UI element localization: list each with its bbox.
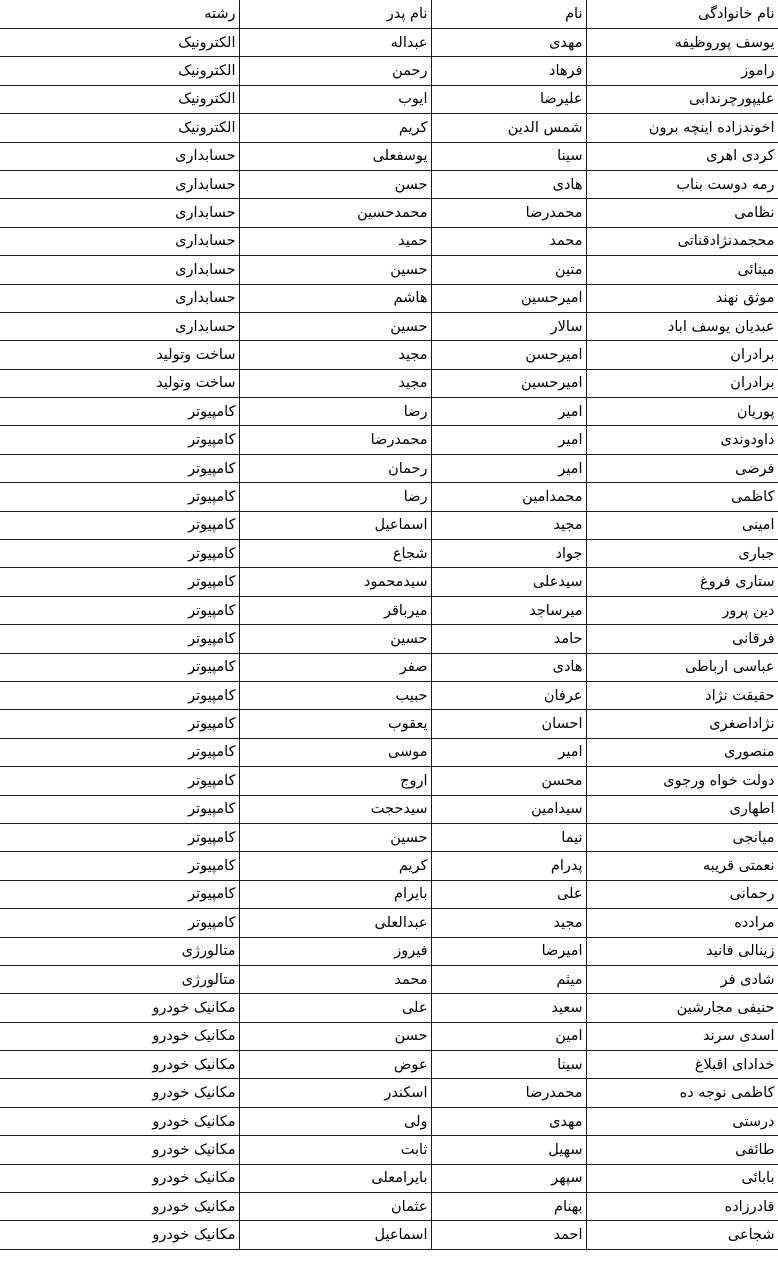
- last-name-cell: راموز: [586, 57, 778, 85]
- father-name-cell: عبداله: [239, 29, 431, 57]
- field-cell: حسابداری: [0, 142, 239, 170]
- table-row: [0, 965, 778, 993]
- last-name-cell: دین پرور: [586, 596, 778, 624]
- last-name-cell: منصوری: [586, 738, 778, 766]
- first-name-cell: فرهاد: [431, 57, 586, 85]
- first-name-cell: جواد: [431, 540, 586, 568]
- father-name-cell: یوسفعلی: [239, 142, 431, 170]
- table-row: [0, 341, 778, 369]
- first-name-cell: حامد: [431, 625, 586, 653]
- father-name-cell: حسن: [239, 1022, 431, 1050]
- field-cell: مکانیک خودرو: [0, 1164, 239, 1192]
- father-name-cell: اروج: [239, 767, 431, 795]
- table-row: [0, 454, 778, 482]
- table-body: [0, 29, 778, 1250]
- first-name-cell: میرساجد: [431, 596, 586, 624]
- table-row: [0, 29, 778, 57]
- last-name-cell: برادران: [586, 369, 778, 397]
- field-cell: کامپیوتر: [0, 483, 239, 511]
- field-cell: الکترونیک: [0, 29, 239, 57]
- table-row: [0, 1136, 778, 1164]
- father-name-cell: هاشم: [239, 284, 431, 312]
- first-name-cell: بهنام: [431, 1193, 586, 1221]
- father-name-cell: شجاع: [239, 540, 431, 568]
- first-name-cell: سینا: [431, 142, 586, 170]
- father-name-cell: محمد: [239, 965, 431, 993]
- last-name-cell: خدادای اقبلاغ: [586, 1051, 778, 1079]
- first-name-cell: سینا: [431, 1051, 586, 1079]
- field-cell: حسابداری: [0, 227, 239, 255]
- table-row: [0, 57, 778, 85]
- father-name-cell: رحمن: [239, 57, 431, 85]
- first-name-cell: علیرضا: [431, 85, 586, 113]
- last-name-cell: عبدیان یوسف اباد: [586, 312, 778, 340]
- table-row: [0, 937, 778, 965]
- first-name-cell: سپهر: [431, 1164, 586, 1192]
- field-cell: حسابداری: [0, 199, 239, 227]
- table-row: [0, 823, 778, 851]
- table-row: [0, 256, 778, 284]
- table-row: [0, 994, 778, 1022]
- last-name-cell: نظامی: [586, 199, 778, 227]
- field-cell: متالورژی: [0, 965, 239, 993]
- table-row: [0, 681, 778, 709]
- table-row: [0, 880, 778, 908]
- last-name-cell: ستاری فروغ: [586, 568, 778, 596]
- table-row: [0, 738, 778, 766]
- table-row: [0, 568, 778, 596]
- first-name-cell: امیر: [431, 454, 586, 482]
- last-name-cell: فرقانی: [586, 625, 778, 653]
- father-name-cell: حسین: [239, 256, 431, 284]
- father-name-cell: عثمان: [239, 1193, 431, 1221]
- field-cell: کامپیوتر: [0, 426, 239, 454]
- last-name-cell: بابائی: [586, 1164, 778, 1192]
- field-cell: کامپیوتر: [0, 909, 239, 937]
- father-name-cell: حمید: [239, 227, 431, 255]
- header-first-name: نام: [431, 0, 586, 29]
- last-name-cell: درستی: [586, 1107, 778, 1135]
- first-name-cell: علی: [431, 880, 586, 908]
- field-cell: کامپیوتر: [0, 710, 239, 738]
- last-name-cell: جباری: [586, 540, 778, 568]
- father-name-cell: عبدالعلی: [239, 909, 431, 937]
- father-name-cell: حسن: [239, 170, 431, 198]
- father-name-cell: علی: [239, 994, 431, 1022]
- header-last-name: نام خانوادگی: [586, 0, 778, 29]
- table-row: [0, 398, 778, 426]
- field-cell: حسابداری: [0, 312, 239, 340]
- first-name-cell: محمد: [431, 227, 586, 255]
- field-cell: کامپیوتر: [0, 681, 239, 709]
- field-cell: کامپیوتر: [0, 823, 239, 851]
- last-name-cell: میانجی: [586, 823, 778, 851]
- table-row: [0, 1022, 778, 1050]
- field-cell: حسابداری: [0, 170, 239, 198]
- field-cell: مکانیک خودرو: [0, 1221, 239, 1249]
- father-name-cell: مجید: [239, 341, 431, 369]
- field-cell: کامپیوتر: [0, 596, 239, 624]
- last-name-cell: شادی فر: [586, 965, 778, 993]
- first-name-cell: سیدامین: [431, 795, 586, 823]
- field-cell: مکانیک خودرو: [0, 1022, 239, 1050]
- father-name-cell: محمدحسین: [239, 199, 431, 227]
- first-name-cell: محسن: [431, 767, 586, 795]
- field-cell: حسابداری: [0, 284, 239, 312]
- first-name-cell: نیما: [431, 823, 586, 851]
- first-name-cell: امین: [431, 1022, 586, 1050]
- last-name-cell: یوسف پوروظیفه: [586, 29, 778, 57]
- last-name-cell: شجاعی: [586, 1221, 778, 1249]
- table-row: [0, 312, 778, 340]
- first-name-cell: امیرحسین: [431, 284, 586, 312]
- first-name-cell: پدرام: [431, 852, 586, 880]
- father-name-cell: ثابت: [239, 1136, 431, 1164]
- first-name-cell: متین: [431, 256, 586, 284]
- field-cell: مکانیک خودرو: [0, 1079, 239, 1107]
- father-name-cell: یعقوب: [239, 710, 431, 738]
- last-name-cell: محجمدنژادقناتی: [586, 227, 778, 255]
- first-name-cell: مهدی: [431, 29, 586, 57]
- table-row: [0, 114, 778, 142]
- table-row: [0, 369, 778, 397]
- father-name-cell: رحمان: [239, 454, 431, 482]
- last-name-cell: زینالی فانید: [586, 937, 778, 965]
- table-row: [0, 227, 778, 255]
- last-name-cell: عباسی ارباطی: [586, 653, 778, 681]
- field-cell: مکانیک خودرو: [0, 1136, 239, 1164]
- field-cell: الکترونیک: [0, 57, 239, 85]
- father-name-cell: سیدمحمود: [239, 568, 431, 596]
- first-name-cell: سالار: [431, 312, 586, 340]
- table-row: [0, 511, 778, 539]
- table-row: [0, 625, 778, 653]
- last-name-cell: رمه دوست بناب: [586, 170, 778, 198]
- table-row: [0, 483, 778, 511]
- field-cell: مکانیک خودرو: [0, 1051, 239, 1079]
- field-cell: کامپیوتر: [0, 511, 239, 539]
- first-name-cell: امیر: [431, 738, 586, 766]
- first-name-cell: شمس الدین: [431, 114, 586, 142]
- father-name-cell: رضا: [239, 398, 431, 426]
- father-name-cell: رضا: [239, 483, 431, 511]
- table-row: [0, 540, 778, 568]
- header-row: [0, 0, 778, 29]
- father-name-cell: بایرام: [239, 880, 431, 908]
- father-name-cell: محمدرضا: [239, 426, 431, 454]
- first-name-cell: مجید: [431, 909, 586, 937]
- last-name-cell: کاظمی نوجه ده: [586, 1079, 778, 1107]
- father-name-cell: ولی: [239, 1107, 431, 1135]
- field-cell: مکانیک خودرو: [0, 1193, 239, 1221]
- first-name-cell: امیرضا: [431, 937, 586, 965]
- field-cell: کامپیوتر: [0, 398, 239, 426]
- first-name-cell: امیر: [431, 398, 586, 426]
- last-name-cell: فرضی: [586, 454, 778, 482]
- first-name-cell: امیرحسن: [431, 341, 586, 369]
- last-name-cell: کردی اهری: [586, 142, 778, 170]
- last-name-cell: کاظمی: [586, 483, 778, 511]
- father-name-cell: اسماعیل: [239, 1221, 431, 1249]
- field-cell: ساخت وتولید: [0, 369, 239, 397]
- field-cell: کامپیوتر: [0, 795, 239, 823]
- last-name-cell: اخوندزاده اینچه برون: [586, 114, 778, 142]
- last-name-cell: قادرزاده: [586, 1193, 778, 1221]
- father-name-cell: سیدحجت: [239, 795, 431, 823]
- table-row: [0, 1221, 778, 1249]
- father-name-cell: موسی: [239, 738, 431, 766]
- first-name-cell: عرفان: [431, 681, 586, 709]
- field-cell: کامپیوتر: [0, 852, 239, 880]
- field-cell: مکانیک خودرو: [0, 994, 239, 1022]
- header-father-name: نام پدر: [239, 0, 431, 29]
- field-cell: الکترونیک: [0, 114, 239, 142]
- first-name-cell: احسان: [431, 710, 586, 738]
- last-name-cell: موثق نهند: [586, 284, 778, 312]
- father-name-cell: حسین: [239, 312, 431, 340]
- father-name-cell: میرباقر: [239, 596, 431, 624]
- table-row: [0, 767, 778, 795]
- father-name-cell: عوض: [239, 1051, 431, 1079]
- table-row: [0, 1079, 778, 1107]
- last-name-cell: نعمتی قریبه: [586, 852, 778, 880]
- table-row: [0, 170, 778, 198]
- father-name-cell: حسین: [239, 625, 431, 653]
- father-name-cell: ایوب: [239, 85, 431, 113]
- field-cell: کامپیوتر: [0, 568, 239, 596]
- first-name-cell: سهیل: [431, 1136, 586, 1164]
- table-row: [0, 710, 778, 738]
- field-cell: حسابداری: [0, 256, 239, 284]
- first-name-cell: امیرحسین: [431, 369, 586, 397]
- table-row: [0, 1164, 778, 1192]
- field-cell: کامپیوتر: [0, 880, 239, 908]
- field-cell: ساخت وتولید: [0, 341, 239, 369]
- first-name-cell: مهدی: [431, 1107, 586, 1135]
- table-row: [0, 596, 778, 624]
- last-name-cell: پوریان: [586, 398, 778, 426]
- first-name-cell: محمدرضا: [431, 1079, 586, 1107]
- last-name-cell: علیپورچرندابی: [586, 85, 778, 113]
- field-cell: الکترونیک: [0, 85, 239, 113]
- header-field: رشته: [0, 0, 239, 29]
- first-name-cell: هادی: [431, 170, 586, 198]
- table-row: [0, 284, 778, 312]
- first-name-cell: هادی: [431, 653, 586, 681]
- last-name-cell: امینی: [586, 511, 778, 539]
- first-name-cell: محمدامین: [431, 483, 586, 511]
- field-cell: کامپیوتر: [0, 454, 239, 482]
- first-name-cell: سیدعلی: [431, 568, 586, 596]
- father-name-cell: حسین: [239, 823, 431, 851]
- first-name-cell: میثم: [431, 965, 586, 993]
- table-row: [0, 1051, 778, 1079]
- last-name-cell: طائفی: [586, 1136, 778, 1164]
- field-cell: کامپیوتر: [0, 625, 239, 653]
- father-name-cell: فیروز: [239, 937, 431, 965]
- table-row: [0, 1193, 778, 1221]
- table-row: [0, 852, 778, 880]
- field-cell: کامپیوتر: [0, 653, 239, 681]
- first-name-cell: احمد: [431, 1221, 586, 1249]
- father-name-cell: حبیب: [239, 681, 431, 709]
- father-name-cell: کریم: [239, 114, 431, 142]
- table-row: [0, 653, 778, 681]
- last-name-cell: حنیفی مجارشین: [586, 994, 778, 1022]
- last-name-cell: برادران: [586, 341, 778, 369]
- last-name-cell: اطهاری: [586, 795, 778, 823]
- table-row: [0, 142, 778, 170]
- last-name-cell: حقیقت نژاد: [586, 681, 778, 709]
- field-cell: کامپیوتر: [0, 738, 239, 766]
- last-name-cell: مرادده: [586, 909, 778, 937]
- table-row: [0, 909, 778, 937]
- last-name-cell: رحمانی: [586, 880, 778, 908]
- last-name-cell: نژاداصغری: [586, 710, 778, 738]
- table-row: [0, 795, 778, 823]
- table-row: [0, 199, 778, 227]
- table-row: [0, 426, 778, 454]
- father-name-cell: صفر: [239, 653, 431, 681]
- last-name-cell: دولت خواه ورجوی: [586, 767, 778, 795]
- table-row: [0, 1107, 778, 1135]
- father-name-cell: اسماعیل: [239, 511, 431, 539]
- first-name-cell: سعید: [431, 994, 586, 1022]
- table-row: [0, 85, 778, 113]
- first-name-cell: محمدرضا: [431, 199, 586, 227]
- father-name-cell: مجید: [239, 369, 431, 397]
- last-name-cell: مینائی: [586, 256, 778, 284]
- first-name-cell: مجید: [431, 511, 586, 539]
- field-cell: کامپیوتر: [0, 540, 239, 568]
- last-name-cell: اسدی سرند: [586, 1022, 778, 1050]
- father-name-cell: بایرامعلی: [239, 1164, 431, 1192]
- field-cell: کامپیوتر: [0, 767, 239, 795]
- field-cell: مکانیک خودرو: [0, 1107, 239, 1135]
- father-name-cell: اسکندر: [239, 1079, 431, 1107]
- father-name-cell: کریم: [239, 852, 431, 880]
- first-name-cell: امیر: [431, 426, 586, 454]
- field-cell: متالورژی: [0, 937, 239, 965]
- last-name-cell: داودوندی: [586, 426, 778, 454]
